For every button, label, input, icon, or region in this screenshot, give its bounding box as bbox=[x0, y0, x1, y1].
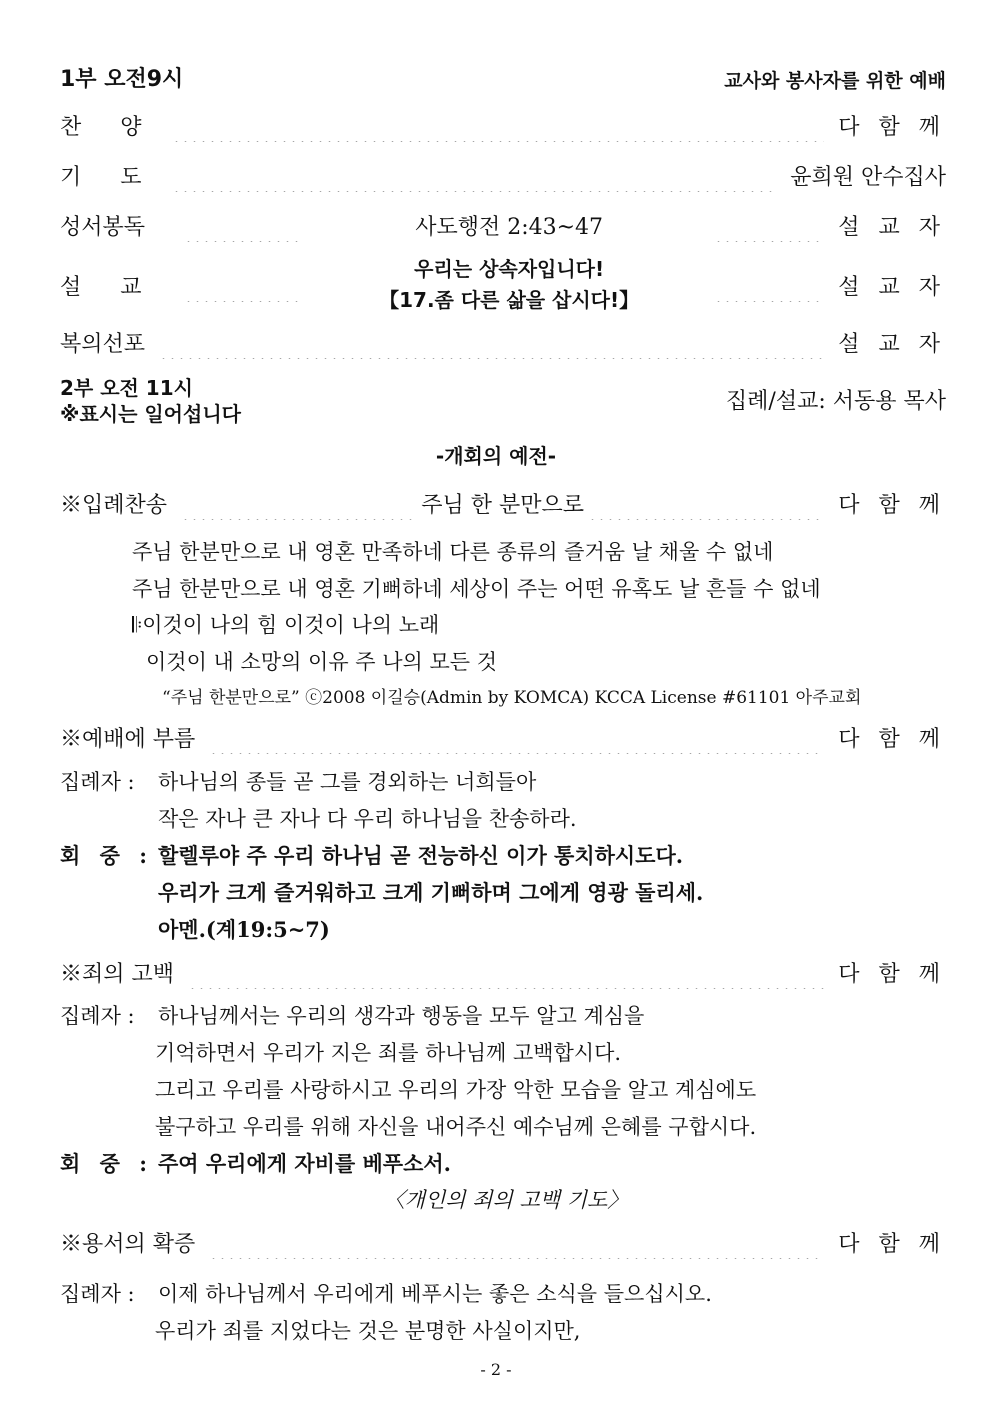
leader-line: 그리고 우리를 사랑하시고 우리의 가장 악한 모습을 알고 계심에도 bbox=[155, 1078, 757, 1102]
leader-label: 집례자 : bbox=[60, 1282, 135, 1306]
row-label: ※죄의 고백 bbox=[60, 961, 175, 987]
row-label: 복의선포 bbox=[60, 331, 146, 357]
leader-dots bbox=[714, 268, 824, 302]
row-label: 성서봉독 bbox=[60, 214, 146, 240]
leader-dots bbox=[209, 720, 824, 754]
row-label: 기 도 bbox=[60, 164, 158, 190]
silent-prayer-note: 〈개인의 죄의 고백 기도〉 bbox=[383, 1188, 629, 1212]
order-row-sermon bbox=[60, 252, 946, 318]
part2-title: 2부 오전 11시 bbox=[60, 376, 193, 400]
order-row-entrance-hymn bbox=[60, 486, 946, 520]
order-row-confession bbox=[60, 955, 946, 989]
standing-note: ※표시는 일어섭니다 bbox=[60, 402, 241, 426]
leader-dots bbox=[588, 486, 824, 520]
people-label: 회 중 : bbox=[60, 1151, 147, 1176]
row-right: 설 교 자 bbox=[838, 214, 946, 240]
leader-dots bbox=[172, 158, 777, 192]
row-right: 설 교 자 bbox=[838, 331, 946, 357]
leader-label: 집례자 : bbox=[60, 1004, 135, 1028]
leader-dots bbox=[209, 1225, 824, 1259]
leader-dots bbox=[714, 208, 824, 242]
row-label: ※입례찬송 bbox=[60, 492, 168, 518]
order-row-call-to-worship bbox=[60, 720, 946, 754]
row-right: 다 함 께 bbox=[838, 492, 946, 518]
leader-line: 우리가 죄를 지었다는 것은 분명한 사실이지만, bbox=[155, 1319, 581, 1343]
hymn-title: 주님 한 분만으로 bbox=[421, 492, 585, 518]
leader-dots bbox=[159, 325, 824, 359]
leader-dots bbox=[184, 208, 304, 242]
scripture-reference: 사도행전 2:43~47 bbox=[415, 214, 604, 240]
row-label: ※예배에 부름 bbox=[60, 726, 196, 752]
leader-line: 하나님께서는 우리의 생각과 행동을 모두 알고 계심을 bbox=[158, 1004, 645, 1028]
part1-subtitle: 교사와 봉사자를 위한 예배 bbox=[724, 70, 946, 92]
leader-line: 작은 자나 큰 자나 다 우리 하나님을 찬송하라. bbox=[158, 807, 577, 831]
row-label: ※용서의 확증 bbox=[60, 1231, 196, 1257]
leader-label: 집례자 : bbox=[60, 770, 135, 794]
row-right: 다 함 께 bbox=[838, 1231, 946, 1257]
people-line: 할렐루야 주 우리 하나님 곧 전능하신 이가 통치하시도다. bbox=[158, 843, 684, 868]
leader-line: 이제 하나님께서 우리에게 베푸시는 좋은 소식을 들으십시오. bbox=[158, 1282, 712, 1306]
people-line: 아멘.(계19:5~7) bbox=[158, 917, 330, 942]
section-title: -개회의 예전- bbox=[435, 444, 557, 468]
leader-line: 기억하면서 우리가 지은 죄를 하나님께 고백합시다. bbox=[155, 1041, 622, 1065]
sermon-title bbox=[318, 254, 700, 316]
part1-title: 1부 오전9시 bbox=[60, 67, 184, 92]
leader-dots bbox=[172, 108, 825, 142]
sermon-title-line2: 【17.좀 다른 삶을 삽시다!】 bbox=[379, 288, 640, 312]
leader-dots bbox=[188, 955, 824, 989]
row-right: 윤희원 안수집사 bbox=[790, 164, 946, 190]
row-right: 설 교 자 bbox=[838, 274, 946, 300]
sermon-title-line1: 우리는 상속자입니다! bbox=[414, 257, 605, 281]
leader-line: 불구하고 우리를 위해 자신을 내어주신 예수님께 은혜를 구합시다. bbox=[155, 1115, 757, 1139]
order-row-hymn bbox=[60, 108, 946, 142]
lyric-line: 주님 한분만으로 내 영혼 만족하네 다른 종류의 즐거움 날 채울 수 없네 bbox=[132, 540, 774, 564]
copyright-credit: “주님 한분만으로” ⓒ2008 이길승(Admin by KOMCA) KCCA License #61101 아주교회 bbox=[162, 688, 862, 708]
people-line: 우리가 크게 즐거워하고 크게 기뻐하며 그에게 영광 돌리세. bbox=[158, 880, 704, 905]
order-row-assurance bbox=[60, 1225, 946, 1259]
part2-leader: 집례/설교: 서동용 목사 bbox=[725, 389, 946, 414]
people-label: 회 중 : bbox=[60, 843, 147, 868]
lyric-line: 𝄆이것이 나의 힘 이것이 나의 노래 bbox=[132, 613, 440, 637]
order-row-prayer bbox=[60, 158, 946, 192]
leader-line: 하나님의 종들 곧 그를 경외하는 너희들아 bbox=[158, 770, 537, 794]
order-row-scripture bbox=[60, 208, 946, 242]
row-label: 찬 양 bbox=[60, 114, 158, 140]
leader-dots bbox=[184, 268, 304, 302]
leader-dots bbox=[181, 486, 417, 520]
row-label: 설 교 bbox=[60, 274, 158, 300]
row-right: 다 함 께 bbox=[838, 961, 946, 987]
people-line: 주여 우리에게 자비를 베푸소서. bbox=[158, 1151, 451, 1176]
order-row-benediction bbox=[60, 325, 946, 359]
row-right: 다 함 께 bbox=[838, 114, 946, 140]
row-right: 다 함 께 bbox=[838, 726, 946, 752]
lyric-line: 이것이 내 소망의 이유 주 나의 모든 것 bbox=[146, 650, 498, 674]
lyric-line: 주님 한분만으로 내 영혼 기뻐하네 세상이 주는 어떤 유혹도 날 흔들 수 없네 bbox=[132, 577, 821, 601]
page-number: - 2 - bbox=[480, 1360, 512, 1379]
